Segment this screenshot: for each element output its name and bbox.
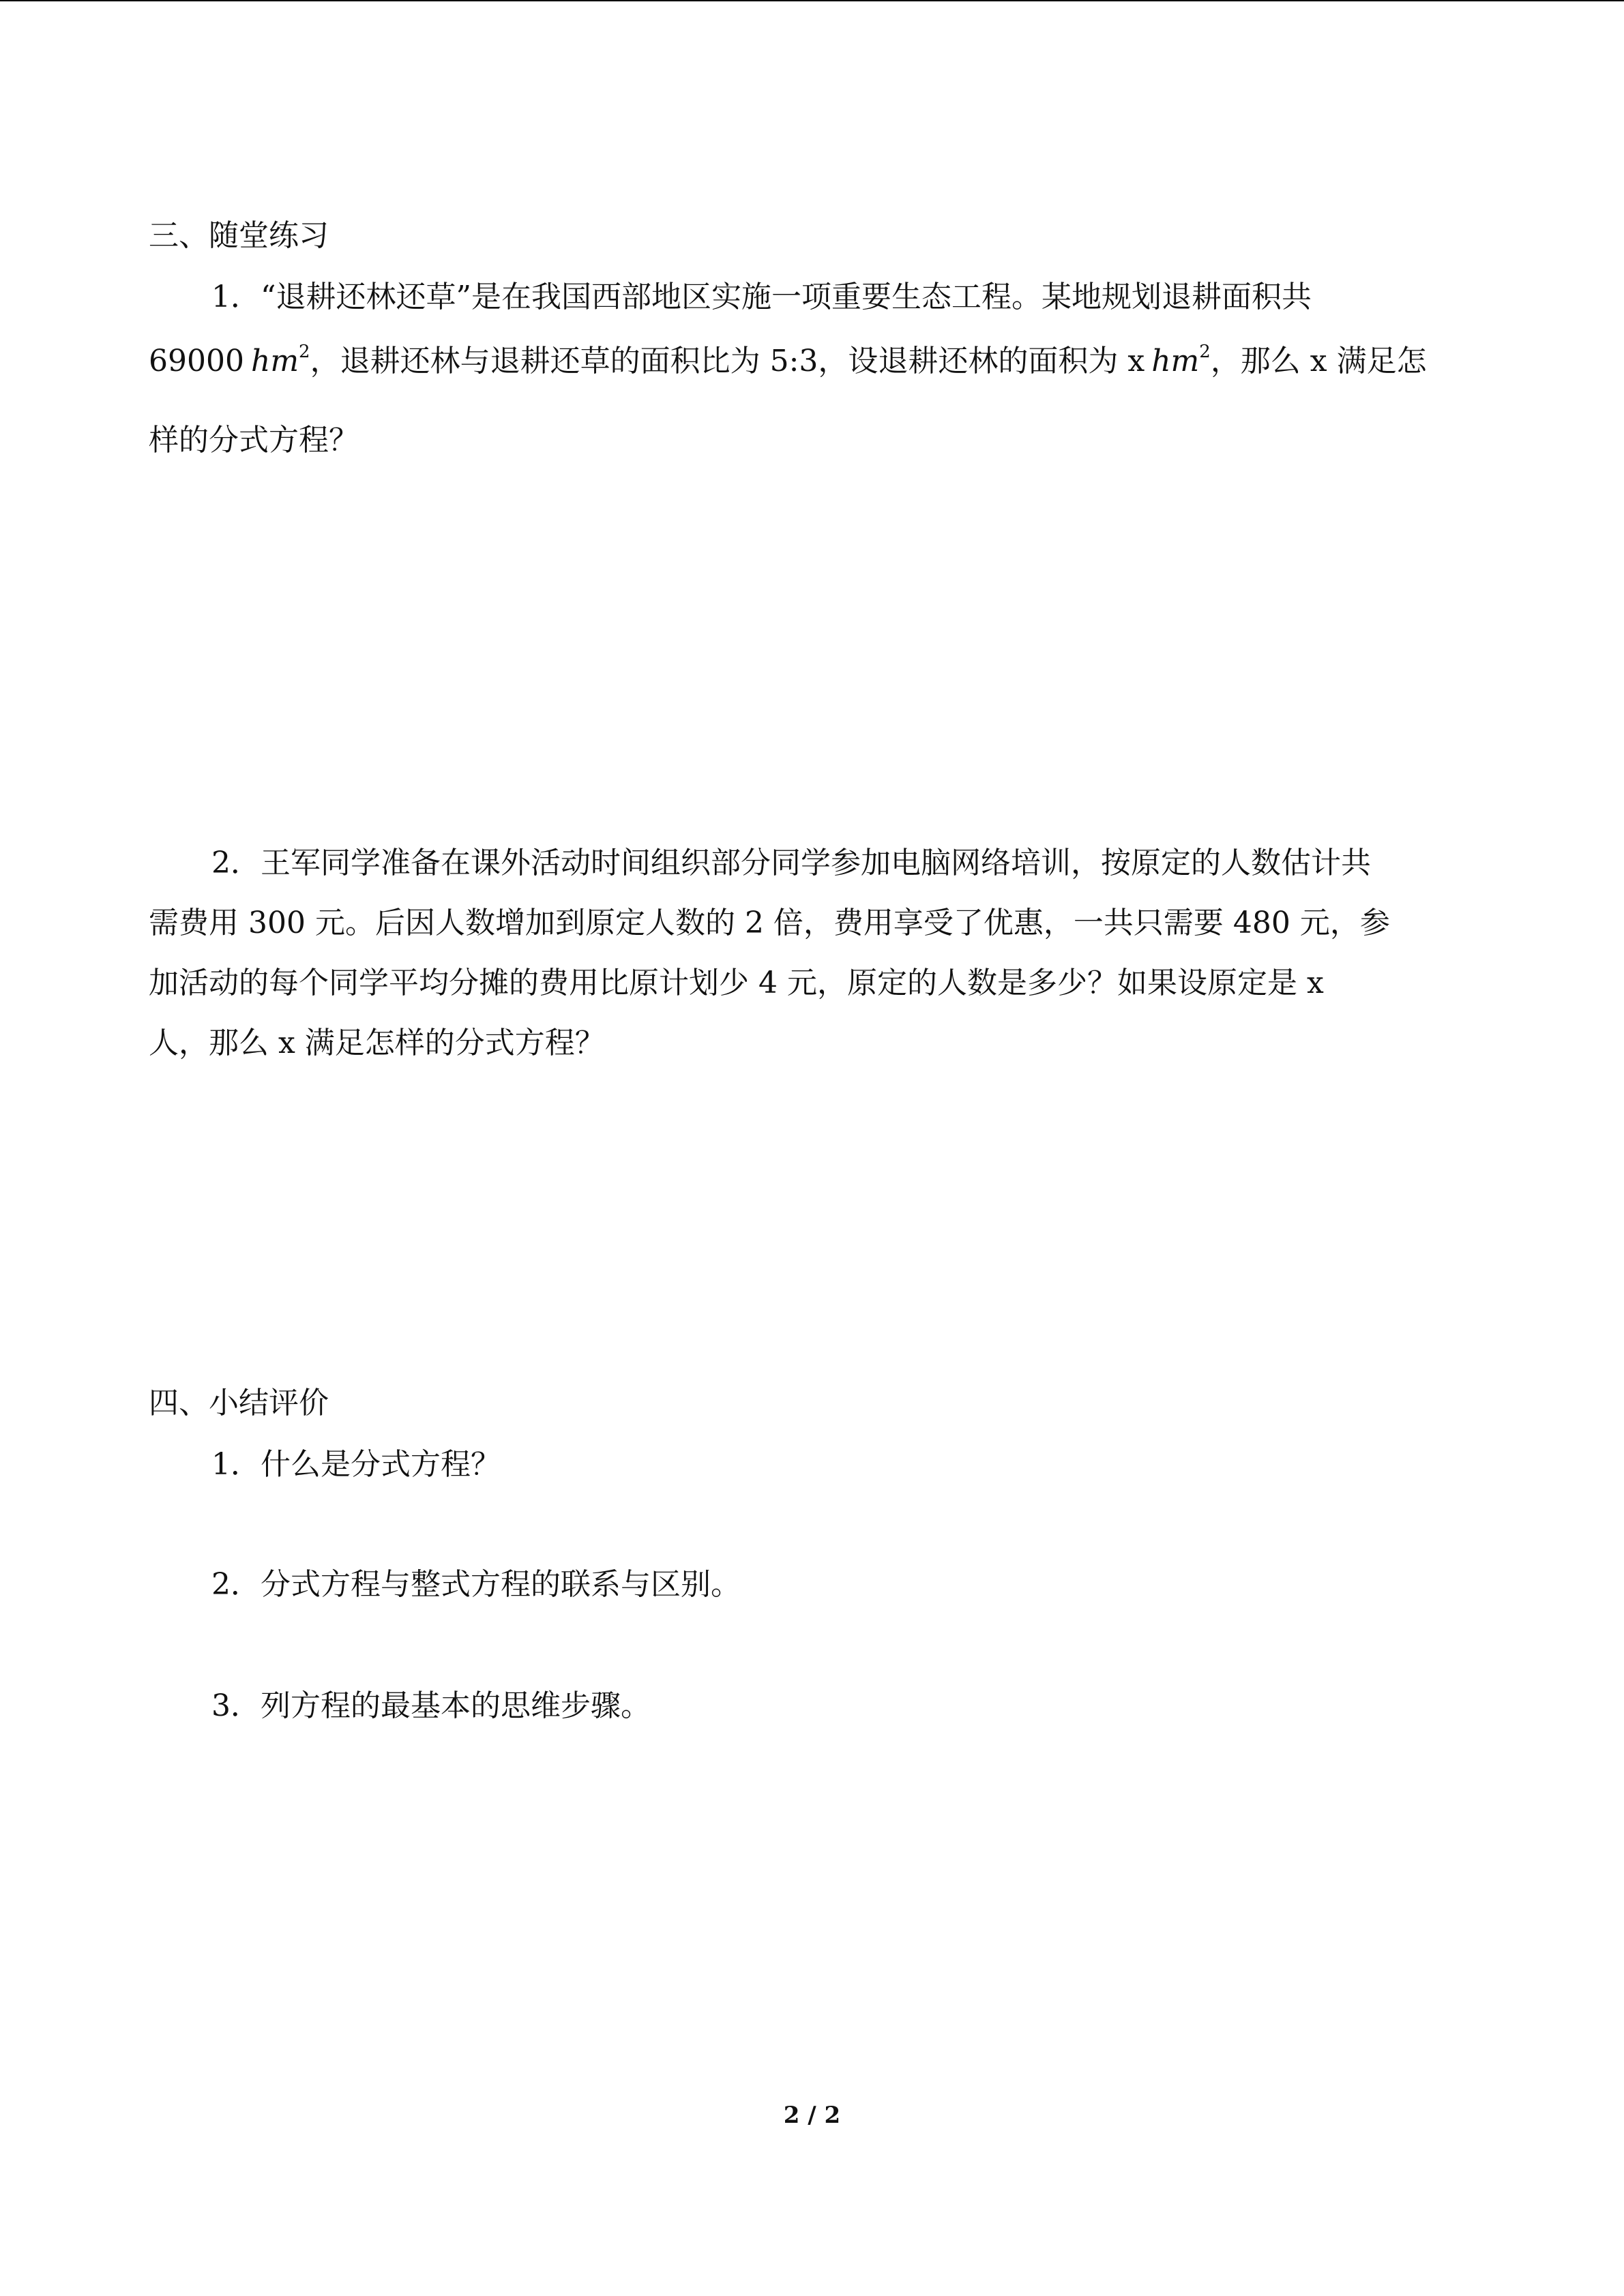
question-1-end-text: ，那么 x 满足怎 xyxy=(1210,344,1427,378)
section-heading-summary: 四、小结评价 xyxy=(149,1386,329,1420)
unit-exponent: 2 xyxy=(299,342,310,362)
question-2-line-1: 2．王军同学准备在课外活动时间组织部分同学参加电脑网络培训，按原定的人数估计共 xyxy=(211,846,1371,880)
unit-hectare-2: hm xyxy=(1151,344,1200,378)
summary-item-3: 3．列方程的最基本的思维步骤。 xyxy=(211,1688,651,1723)
question-1-middle-text: ，退耕还林与退耕还草的面积比为 5:3，设退耕还林的面积为 x xyxy=(310,344,1145,378)
area-number: 69000 xyxy=(149,344,244,378)
section-heading-practice: 三、随堂练习 xyxy=(149,218,329,253)
question-1-line-3: 样的分式方程？ xyxy=(149,423,359,458)
unit-exponent-2: 2 xyxy=(1199,342,1211,362)
question-2-line-4: 人，那么 x 满足怎样的分式方程？ xyxy=(149,1026,605,1060)
question-1-line-2 xyxy=(149,341,1427,382)
summary-item-1: 1．什么是分式方程？ xyxy=(211,1447,501,1482)
unit-hectare: hm xyxy=(250,344,299,378)
page-number: 2 / 2 xyxy=(783,2102,841,2129)
question-1-line-1: 1．“退耕还林还草”是在我国西部地区实施一项重要生态工程。某地规划退耕面积共 xyxy=(211,280,1312,314)
summary-item-2: 2．分式方程与整式方程的联系与区别。 xyxy=(211,1567,741,1602)
question-2-line-3: 加活动的每个同学平均分摊的费用比原计划少 4 元，原定的人数是多少？如果设原定是 x xyxy=(149,966,1324,1000)
question-2-line-2: 需费用 300 元。后因人数增加到原定人数的 2 倍，费用享受了优惠，一共只需要 480 元，参 xyxy=(149,906,1390,940)
